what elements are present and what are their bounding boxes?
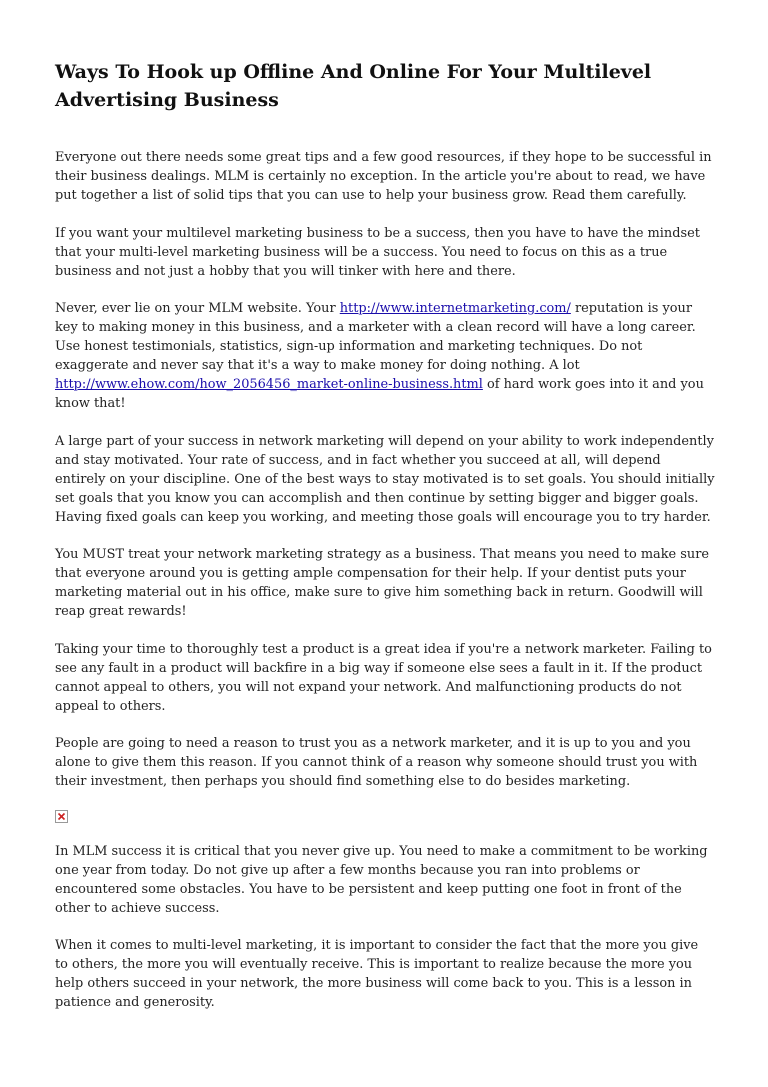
- paragraph-intro: Everyone out there needs some great tips and a few good resources, if they hope to be successful in their business dealings. MLM is certainly no exception. In the article you're about to read, we have put together a list of solid tips that you can use to help your business grow. Read them carefully.: [55, 150, 712, 203]
- broken-image-icon: [55, 810, 68, 823]
- paragraph-generosity: When it comes to multi-level marketing, it is important to consider the fact that the more you give to others, the more you will eventually receive. This is important to realize because the more you help others succeed in your network, the more business will come back to you. This is a lesson in patience and generosity.: [55, 938, 699, 1010]
- paragraph-trust: People are going to need a reason to trust you as a network marketer, and it is up to you and you alone to give them this reason. If you cannot think of a reason why someone should trust you with their investment, then perhaps you should find something else to do besides marketing.: [55, 736, 698, 789]
- paragraph-business: You MUST treat your network marketing strategy as a business. That means you need to make sure that everyone around you is getting ample compensation for their help. If your dentist puts your marketing material out in his office, make sure to give him something back in return. Goodwill will reap great rewards!: [55, 547, 709, 619]
- paragraph-text: Never, ever lie on your MLM website. Your: [55, 301, 340, 316]
- paragraph-mindset: If you want your multilevel marketing business to be a success, then you have to have the mindset that your multi-level marketing business will be a success. You need to focus on this as a true business and not just a hobby that you will tinker with here and there.: [55, 225, 700, 279]
- paragraph-motivation: A large part of your success in network marketing will depend on your ability to work independently and stay motivated. Your rate of success, and in fact whether you succeed at all, will depend entirely on your discipline. One of the best ways to stay motivated is to set goals. You should initially set goals that you know you can accomplish and then continue by setting bigger and bigger goals. Having fixed goals can keep you working, and meeting those goals will encourage you to try harder.: [55, 433, 715, 525]
- paragraph-persistence: In MLM success it is critical that you never give up. You need to make a commitment to be working one year from today. Do not give up after a few months because you ran into problems or encountered some obstacles. You have to be persistent and keep putting one foot in front of the other to achieve success.: [55, 843, 708, 916]
- document-page: [55, 58, 715, 1031]
- paragraph-text: reputation is your key to making money in this business, and a marketer with a clean record will have a long career. Use honest testimonials, statistics, sign-up information and marketing techniques. Do not exaggerate and never say that it's a way to make money for doing nothing. A lot: [55, 301, 696, 373]
- page-title: Ways To Hook up Offline And Online For Your Multilevel Advertising Business: [55, 61, 652, 111]
- ehow-link[interactable]: http://www.ehow.com/how_2056456_market-online-business.html: [55, 377, 483, 392]
- paragraph-honesty: [55, 299, 715, 413]
- paragraph-product-testing: Taking your time to thoroughly test a product is a great idea if you're a network marketer. Failing to see any fault in a product will backfire in a big way if someone else sees a fault in it. If the product cannot appeal to others, you will not expand your network. And malfunctioning products do not appeal to others.: [55, 641, 712, 714]
- paragraph-text: of hard work goes into it and you know that!: [55, 377, 704, 411]
- internetmarketing-link[interactable]: http://www.internetmarketing.com/: [339, 301, 571, 316]
